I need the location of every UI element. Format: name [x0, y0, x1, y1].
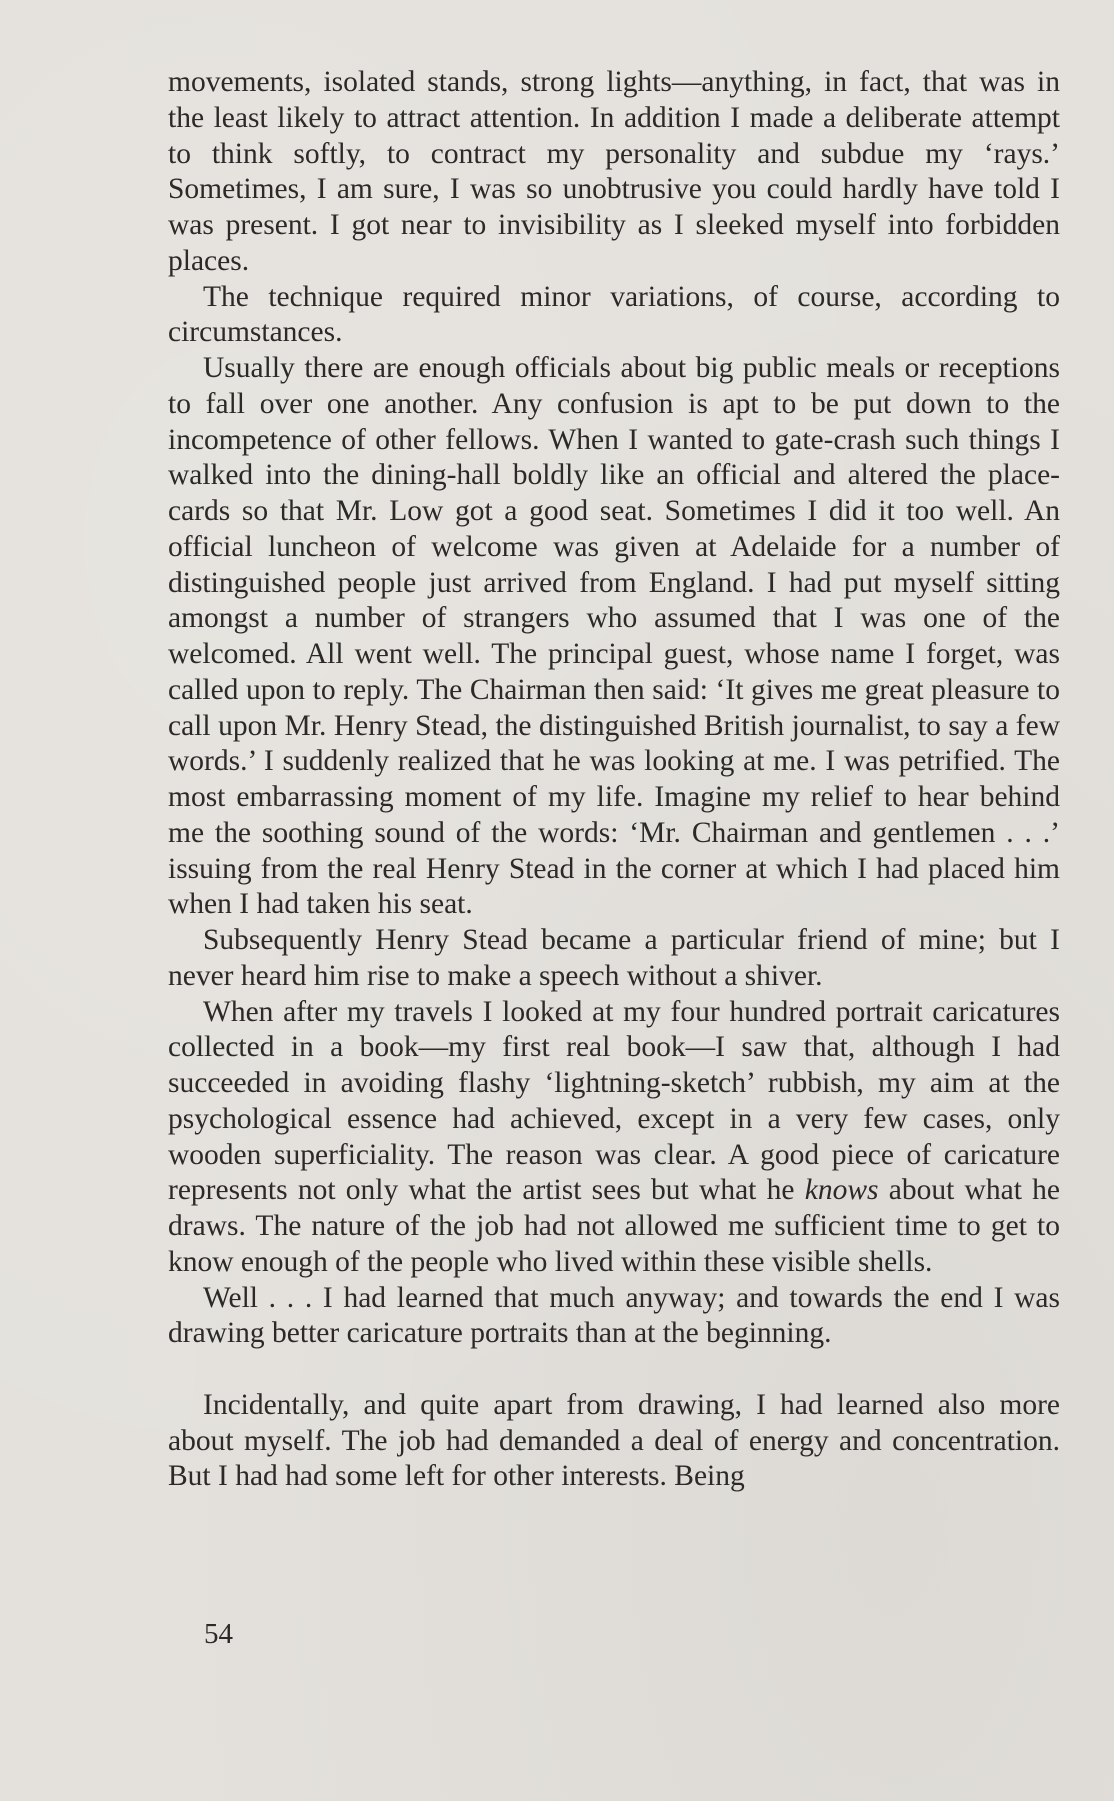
emphasis-knows: knows	[804, 1174, 879, 1207]
caricatures-text-after: about what he draws. The nature of the job had not allowed me sufficient time to get to know enough of the people who lived within these visible shells.	[168, 1174, 1060, 1278]
paragraph-officials-anecdote: Usually there are enough officials about big public meals or receptions to fall over one another. Any confusion is apt to be put down to the incompetence of other fellows. When I wanted to gate-crash such things I walked into the dining-hall boldly like an official and altered the place-cards so that Mr. Low got a good seat. Sometimes I did it too well. An official luncheon of welcome was given at Adelaide for a number of distinguished people just arrived from England. I had put myself sitting amongst a number of strangers who assumed that I was one of the welcomed. All went well. The principal guest, whose name I forget, was called upon to reply. The Chairman then said: ‘It gives me great pleasure to call upon Mr. Henry Stead, the distinguished British journalist, to say a few words.’ I suddenly realized that he was looking at me. I was petrified. The most embarrassing moment of my life. Imagine my relief to hear behind me the soothing sound of the words: ‘Mr. Chairman and gentlemen . . .’ issuing from the real Henry Stead in the corner at which I had placed him when I had taken his seat.	[168, 352, 1060, 921]
paragraph-incidentally: Incidentally, and quite apart from drawing, I had learned also more about myself. The job had demanded a deal of energy and concentration. But I had had some left for other interests. Being	[168, 1388, 1060, 1493]
paragraph-continuation: movements, isolated stands, strong lights—anything, in fact, that was in the least likely to attract attention. In addition I made a deliberate attempt to think softly, to contract my personality and subdue my ‘rays.’ Sometimes, I am sure, I was so unobtrusive you could hardly have told I was present. I got near to invisibility as I sleeked myself into forbidden places.	[168, 66, 1060, 277]
page-number: 54	[204, 1618, 233, 1650]
caricatures-text-before: When after my travels I looked at my four hundred portrait caricatures collected in a book—my first real book—I saw that, although I had succeeded in avoiding flashy ‘lightning-sketch’ rubbish, my aim at the psychological essence had achieved, except in a very few cases, only wooden superficiality. The reason was clear. A good piece of caricature represents not only what the artist sees but what he	[168, 995, 1060, 1207]
paragraph-caricatures	[168, 995, 1060, 1281]
paragraph-well: Well . . . I had learned that much anyway; and towards the end I was drawing better caricature portraits than at the beginning.	[168, 1281, 1060, 1350]
body-text	[168, 65, 1060, 1495]
paragraph-henry-stead: Subsequently Henry Stead became a particular friend of mine; but I never heard him rise to make a speech without a shiver.	[168, 924, 1060, 992]
paragraph-technique: The technique required minor variations, of course, according to circumstances.	[168, 280, 1060, 349]
